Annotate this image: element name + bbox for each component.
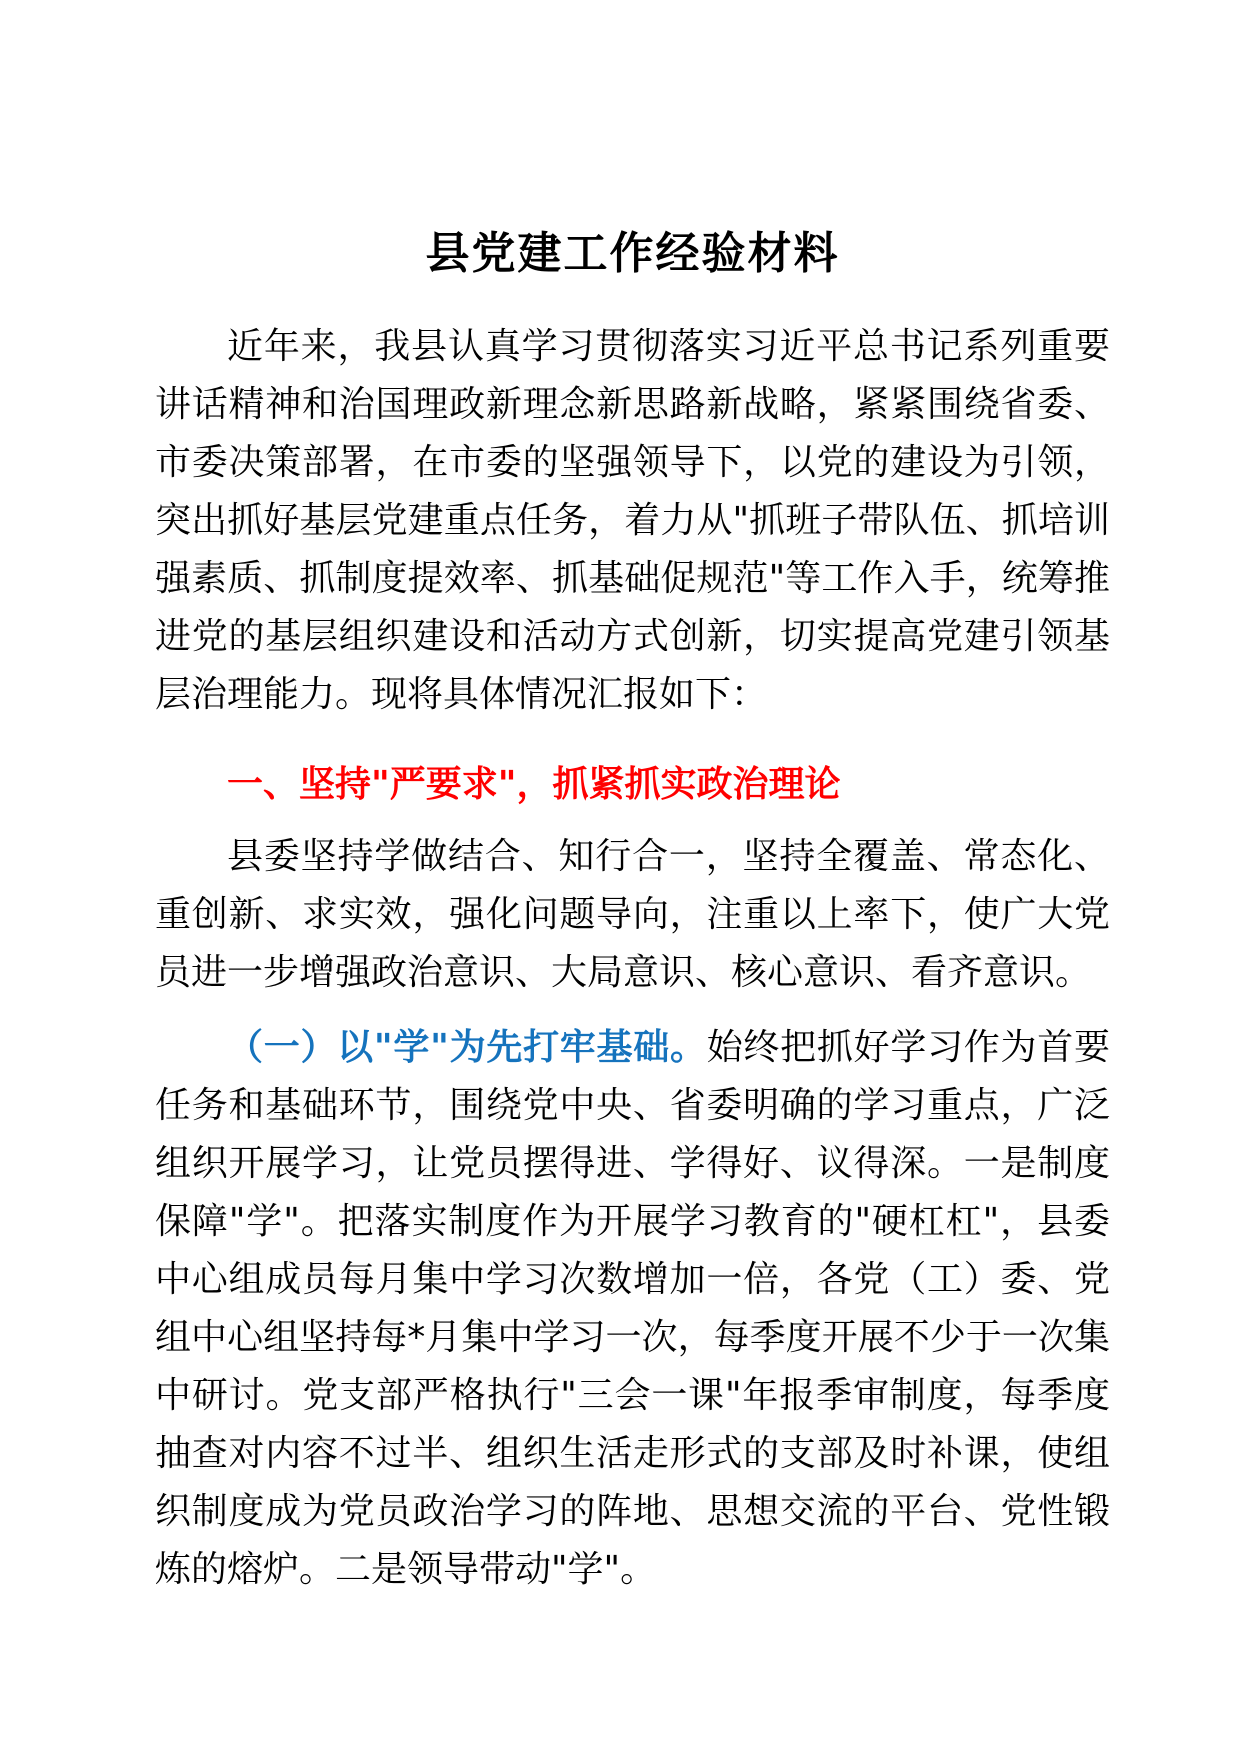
paragraph-intro: 近年来，我县认真学习贯彻落实习近平总书记系列重要讲话精神和治国理政新理念新思路新战略，紧紧围绕省委、市委决策部署，在市委的坚强领导下，以党的建设为引领，突出抓好基层党建重点任务，着力从"抓班子带队伍、抓培训强素质、抓制度提效率、抓基础促规范"等工作入手，统筹推进党的基层组织建设和活动方式创新，切实提高党建引领基层治理能力。现将具体情况汇报如下：	[155, 326, 1110, 715]
document-title: 县党建工作经验材料	[425, 228, 840, 279]
paragraph-3-body: 始终把抓好学习作为首要任务和基础环节，围绕党中央、省委明确的学习重点，广泛组织开展学习，让党员摆得进、学得好、议得深。一是制度保障"学"。把落实制度作为开展学习教育的"硬杠杠"，县委中心组成员每月集中学习次数增加一倍，各党（工）委、党组中心组坚持每*月集中学习一次，每季度开展不少于一次集中研讨。党支部严格执行"三会一课"年报季审制度，每季度抽查对内容不过半、组织生活走形式的支部及时补课，使组织制度成为党员政治学习的阵地、思想交流的平台、党性锻炼的熔炉。二是领导带动"学"。	[155, 1027, 1110, 1590]
paragraph-2: 县委坚持学做结合、知行合一，坚持全覆盖、常态化、重创新、求实效，强化问题导向，注重以上率下，使广大党员进一步增强政治意识、大局意识、核心意识、看齐意识。	[155, 836, 1110, 993]
section-heading-1: 一、坚持"严要求"，抓紧抓实政治理论	[227, 764, 841, 805]
sub-heading-lead: （一）以"学"为先打牢基础。	[227, 1027, 707, 1068]
paragraph-3	[155, 1019, 1110, 1599]
